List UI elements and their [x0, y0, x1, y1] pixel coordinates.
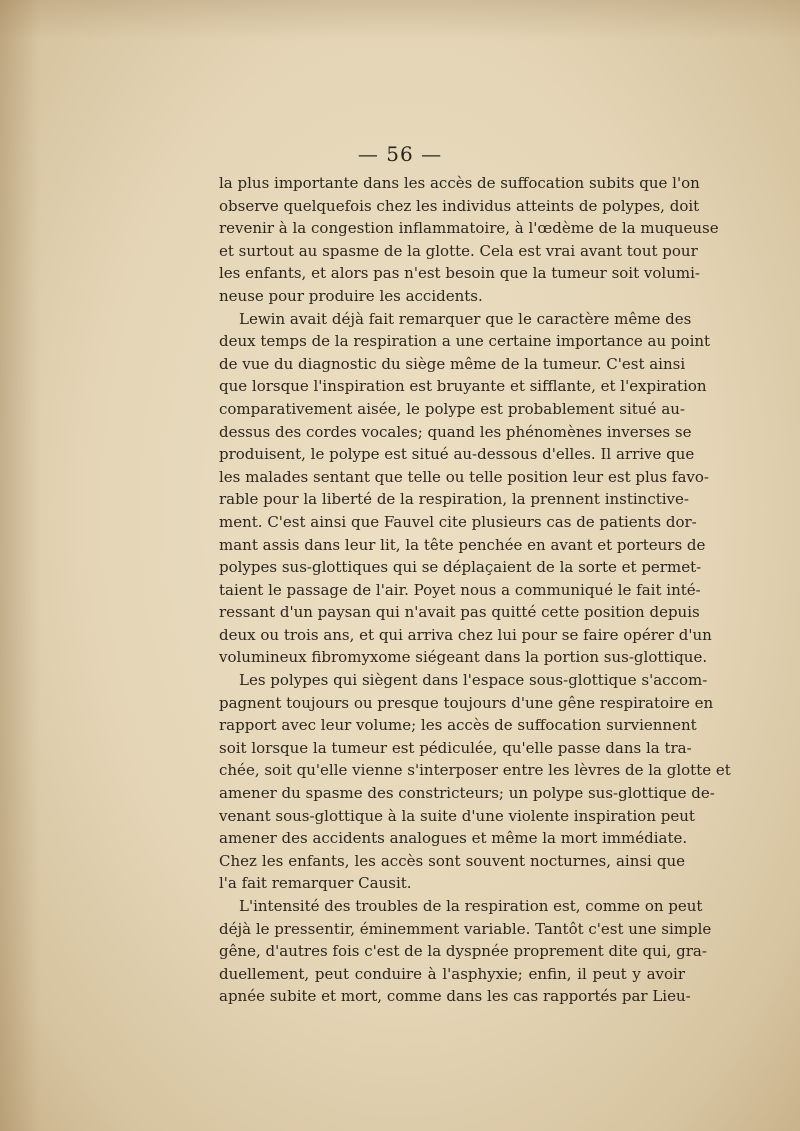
- text-line: comparativement aisée, le polype est probablement situé au-: [219, 399, 685, 418]
- text-line: amener du spasme des constricteurs; un polype sus-glottique de-: [219, 784, 715, 803]
- text-line: la plus importante dans les accès de suffocation subits que l'on: [219, 174, 700, 192]
- text-line: duellement, peut conduire à l'asphyxie; enfin, il peut y avoir: [219, 964, 685, 983]
- text-line: volumineux fibromyxome siégeant dans la portion sus-glottique.: [219, 648, 708, 667]
- text-line: rable pour la liberté de la respiration, la prennent instinctive-: [219, 490, 689, 509]
- text-line: produisent, le polype est situé au-dessous d'elles. Il arrive que: [219, 445, 695, 464]
- text-line: chée, soit qu'elle vienne s'interposer entre les lèvres de la glotte et: [219, 761, 731, 780]
- text-line: amener des accidents analogues et même la mort immédiate.: [219, 829, 688, 848]
- text-line: soit lorsque la tumeur est pédiculée, qu'elle passe dans la tra-: [219, 738, 692, 757]
- text-line: L'intensité des troubles de la respiration est, comme on peut: [239, 897, 703, 915]
- text-line: deux ou trois ans, et qui arriva chez lui pour se faire opérer d'un: [219, 625, 712, 644]
- page-number: — 56 —: [357, 142, 443, 166]
- text-line: les enfants, et alors pas n'est besoin que la tumeur soit volumi-: [219, 264, 700, 283]
- text-line: et surtout au spasme de la glotte. Cela est vrai avant tout pour: [219, 241, 698, 260]
- text-line: Chez les enfants, les accès sont souvent nocturnes, ainsi que: [219, 851, 685, 870]
- body-text: [219, 172, 731, 1008]
- text-line: dessus des cordes vocales; quand les phénomènes inverses se: [219, 422, 692, 441]
- text-line: mant assis dans leur lit, la tête penchée en avant et porteurs de: [219, 535, 706, 554]
- text-line: que lorsque l'inspiration est bruyante et sifflante, et l'expiration: [219, 377, 707, 396]
- text-line: observe quelquefois chez les individus atteints de polypes, doit: [219, 196, 700, 215]
- text-line: Lewin avait déjà fait remarquer que le caractère même des: [239, 309, 692, 328]
- text-line: ment. C'est ainsi que Fauvel cite plusieurs cas de patients dor-: [219, 512, 697, 531]
- text-line: l'a fait remarquer Causit.: [219, 874, 412, 893]
- text-line: venant sous-glottique à la suite d'une violente inspiration peut: [219, 806, 695, 825]
- text-line: taient le passage de l'air. Poyet nous a communiqué le fait inté-: [219, 580, 701, 599]
- text-line: polypes sus-glottiques qui se déplaçaient de la sorte et permet-: [219, 558, 702, 577]
- text-line: gêne, d'autres fois c'est de la dyspnée proprement dite qui, gra-: [219, 942, 707, 961]
- text-line: rapport avec leur volume; les accès de suffocation surviennent: [219, 716, 697, 735]
- text-line: déjà le pressentir, éminemment variable. Tantôt c'est une simple: [219, 919, 712, 938]
- text-line: ressant d'un paysan qui n'avait pas quitté cette position depuis: [219, 603, 700, 622]
- text-line: Les polypes qui siègent dans l'espace sous-glottique s'accom-: [239, 671, 708, 690]
- text-line: apnée subite et mort, comme dans les cas rapportés par Lieu-: [219, 987, 691, 1006]
- text-line: de vue du diagnostic du siège même de la tumeur. C'est ainsi: [219, 354, 686, 373]
- text-line: revenir à la congestion inflammatoire, à l'œdème de la muqueuse: [219, 219, 719, 238]
- text-line: deux temps de la respiration a une certaine importance au point: [219, 332, 711, 351]
- text-line: neuse pour produire les accidents.: [219, 286, 483, 305]
- text-line: pagnent toujours ou presque toujours d'une gêne respiratoire en: [219, 693, 714, 712]
- text-line: les malades sentant que telle ou telle position leur est plus favo-: [219, 467, 709, 486]
